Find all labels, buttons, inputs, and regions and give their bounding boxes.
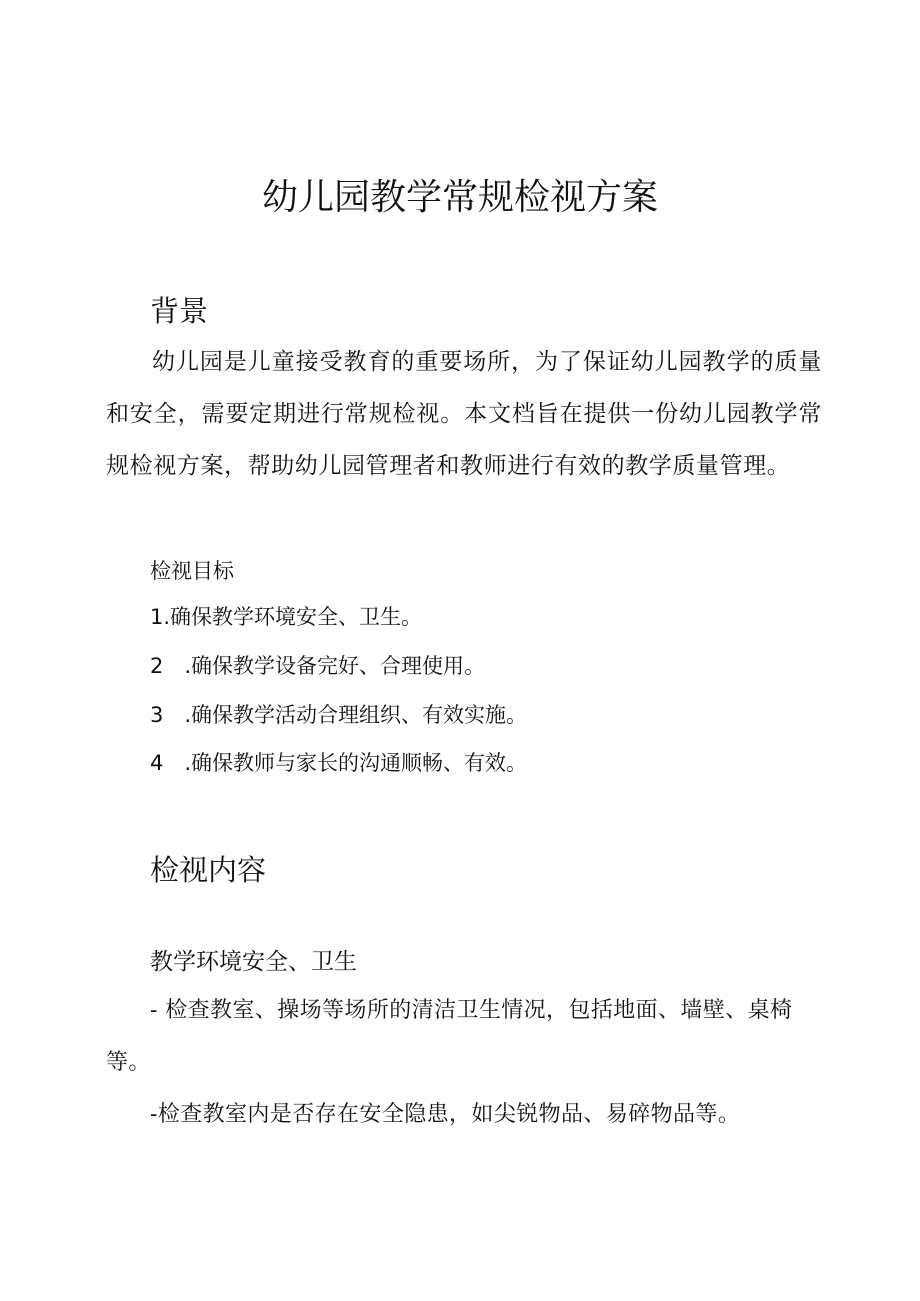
background-heading: 背景 bbox=[150, 294, 209, 328]
goal-number: 4 . bbox=[150, 751, 192, 775]
goal-number: 2 . bbox=[150, 654, 192, 678]
content-item-2: -检查教室内是否存在安全隐患，如尖锐物品、易碎物品等。 bbox=[150, 1102, 741, 1127]
goal-number: 3 . bbox=[150, 703, 192, 727]
goal-item-2 bbox=[150, 651, 485, 681]
goal-text: 确保教师与家长的沟通顺畅、有效。 bbox=[191, 751, 528, 775]
background-paragraph: 幼儿园是儿童接受教育的重要场所，为了保证幼儿园教学的质量和安全，需要定期进行常规检视。本文档旨在提供一份幼儿园教学常规检视方案，帮助幼儿园管理者和教师进行有效的教学质量管理。 bbox=[106, 349, 822, 479]
content-item-1: - 检查教室、操场等场所的清洁卫生情况，包括地面、墙壁、桌椅等。 bbox=[106, 998, 793, 1075]
goal-text: 确保教学活动合理组织、有效实施。 bbox=[191, 703, 528, 727]
goal-item-1 bbox=[150, 602, 422, 632]
goal-item-4 bbox=[150, 748, 527, 778]
goal-text: 确保教学设备完好、合理使用。 bbox=[191, 654, 486, 678]
content-heading: 检视内容 bbox=[150, 853, 267, 887]
content-subheading: 教学环境安全、卫生 bbox=[150, 949, 357, 975]
goal-text: 确保教学环境安全、卫生。 bbox=[170, 605, 423, 629]
goal-number: 1. bbox=[150, 605, 171, 629]
goal-item-3 bbox=[150, 700, 527, 730]
goals-label: 检视目标 bbox=[150, 559, 234, 583]
document-title: 幼儿园教学常规检视方案 bbox=[261, 177, 658, 218]
